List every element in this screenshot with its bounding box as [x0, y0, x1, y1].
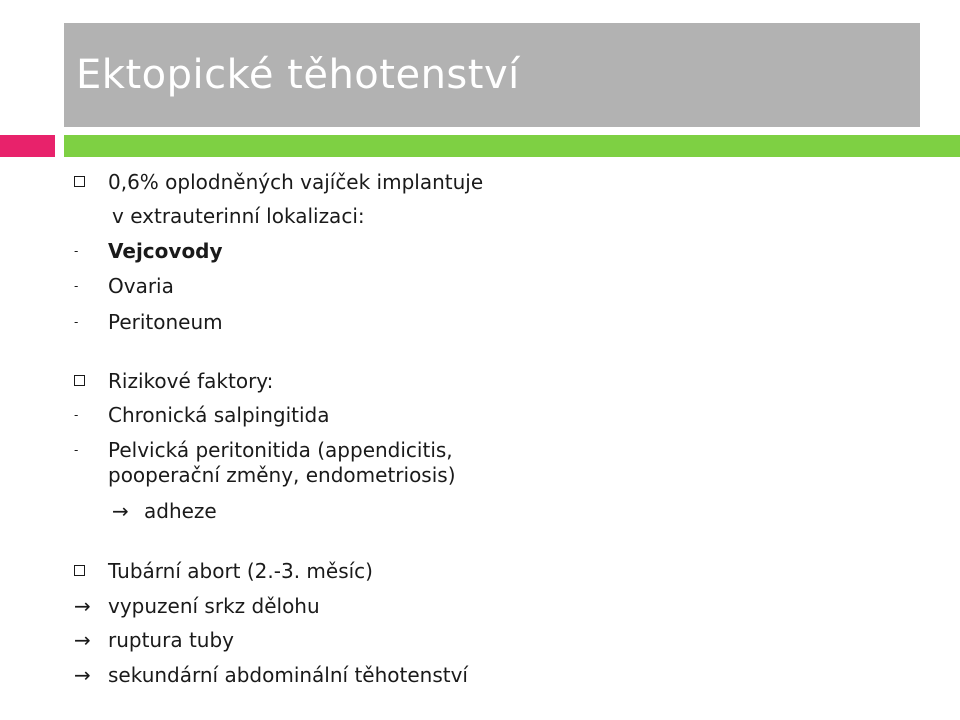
list-item-text: Vejcovody: [108, 239, 223, 263]
outcome-text: vypuzení srkz dělohu: [108, 594, 320, 618]
dash-bullet-icon: -: [74, 244, 79, 258]
right-arrow-icon: →: [74, 663, 91, 687]
right-arrow-icon: →: [74, 594, 91, 618]
consequence-text: adheze: [144, 499, 217, 523]
list-item-text: Chronická salpingitida: [108, 403, 330, 427]
dash-bullet-icon: -: [74, 408, 79, 422]
slide-title: Ektopické těhotenství: [76, 52, 520, 98]
outcome-text: sekundární abdominální těhotenství: [108, 663, 468, 687]
right-arrow-icon: →: [112, 499, 129, 523]
dash-bullet-icon: -: [74, 315, 79, 329]
dash-bullet-icon: -: [74, 443, 79, 457]
list-item-text-continued: pooperační změny, endometriosis): [108, 463, 456, 487]
square-bullet-icon: [74, 375, 85, 386]
bullet-text: Tubární abort (2.-3. měsíc): [108, 559, 373, 583]
dash-bullet-icon: -: [74, 279, 79, 293]
outcome-text: ruptura tuby: [108, 628, 234, 652]
square-bullet-icon: [74, 565, 85, 576]
bullet-text: Rizikové faktory:: [108, 369, 274, 393]
accent-stripe-green: [64, 135, 960, 157]
title-bar: [64, 23, 920, 127]
bullet-text-continued: v extrauterinní lokalizaci:: [112, 204, 365, 228]
list-item-text: Peritoneum: [108, 310, 223, 334]
accent-stripe-pink: [0, 135, 55, 157]
square-bullet-icon: [74, 176, 85, 187]
bullet-text: 0,6% oplodněných vajíček implantuje: [108, 170, 484, 194]
right-arrow-icon: →: [74, 628, 91, 652]
list-item-text: Pelvická peritonitida (appendicitis,: [108, 438, 453, 462]
list-item-text: Ovaria: [108, 274, 174, 298]
